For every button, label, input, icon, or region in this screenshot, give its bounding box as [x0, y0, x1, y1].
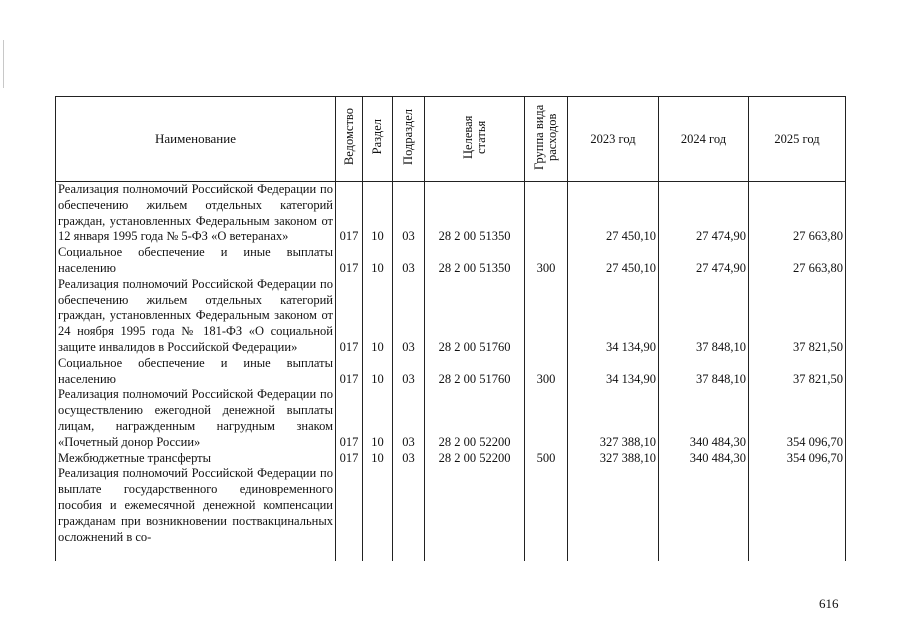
- row-dept: [336, 466, 363, 561]
- row-name: Реализация полномочий Российской Федерации по осуществлению ежегодной денежной выплаты лицам, награжденным нагрудным знаком «Почетный донор России»: [56, 387, 336, 450]
- row-value-2025: 27 663,80: [749, 245, 846, 277]
- row-group: [525, 466, 568, 561]
- header-dept: [336, 97, 363, 182]
- row-section: 10: [363, 387, 393, 450]
- row-value-2024: 37 848,10: [659, 277, 749, 356]
- header-subsection-label: Подраздел: [401, 109, 415, 165]
- row-section: 10: [363, 451, 393, 467]
- header-name: Наименование: [56, 97, 336, 182]
- row-group: [525, 182, 568, 246]
- row-value-2025: 354 096,70: [749, 387, 846, 450]
- row-group: 500: [525, 451, 568, 467]
- row-subsection: 03: [393, 245, 425, 277]
- row-value-2024: 340 484,30: [659, 451, 749, 467]
- row-value-2023: 34 134,90: [568, 356, 659, 388]
- scan-edge-mark: [3, 40, 4, 88]
- header-2025: 2025 год: [749, 97, 846, 182]
- row-subsection: 03: [393, 182, 425, 246]
- table-row: [56, 277, 846, 356]
- row-section: 10: [363, 277, 393, 356]
- row-group: [525, 277, 568, 356]
- row-name: Реализация полномочий Российской Федерации по обеспечению жильем отдельных категорий граждан, установленных Федеральным законом от 24 ноября 1995 года № 181-ФЗ «О социальной защите инвалидов в Российской Федерации»: [56, 277, 336, 356]
- table-row: [56, 182, 846, 246]
- row-value-2023: 27 450,10: [568, 182, 659, 246]
- table-row: [56, 451, 846, 467]
- header-2024: 2024 год: [659, 97, 749, 182]
- row-target: 28 2 00 51760: [425, 277, 525, 356]
- row-target: 28 2 00 52200: [425, 387, 525, 450]
- table-body: [56, 182, 846, 562]
- row-target: 28 2 00 52200: [425, 451, 525, 467]
- header-row: [56, 97, 846, 182]
- row-value-2023: 327 388,10: [568, 387, 659, 450]
- header-target: [425, 97, 525, 182]
- table-row: [56, 466, 846, 561]
- row-group: 300: [525, 356, 568, 388]
- header-expense-group: [525, 97, 568, 182]
- row-value-2024: 27 474,90: [659, 245, 749, 277]
- page-number: 616: [819, 596, 839, 611]
- row-value-2024: 340 484,30: [659, 387, 749, 450]
- row-target: 28 2 00 51760: [425, 356, 525, 388]
- table-row: [56, 387, 846, 450]
- row-dept: 017: [336, 356, 363, 388]
- row-subsection: 03: [393, 356, 425, 388]
- row-section: [363, 466, 393, 561]
- row-value-2025: [749, 466, 846, 561]
- row-group: 300: [525, 245, 568, 277]
- header-subsection: [393, 97, 425, 182]
- row-section: 10: [363, 245, 393, 277]
- row-name: Социальное обеспечение и иные выплаты населению: [56, 356, 336, 388]
- table-row: [56, 356, 846, 388]
- row-value-2023: 27 450,10: [568, 245, 659, 277]
- row-value-2025: 27 663,80: [749, 182, 846, 246]
- row-section: 10: [363, 182, 393, 246]
- row-target: [425, 466, 525, 561]
- row-value-2024: 27 474,90: [659, 182, 749, 246]
- row-value-2023: [568, 466, 659, 561]
- row-subsection: 03: [393, 451, 425, 467]
- row-value-2023: 34 134,90: [568, 277, 659, 356]
- row-dept: 017: [336, 277, 363, 356]
- budget-table: [55, 96, 846, 561]
- header-dept-label: Ведомство: [341, 108, 356, 166]
- row-name: Реализация полномочий Российской Федерации по выплате государственного единовременного пособия и ежемесячной денежной компенсации гражданам при возникновении поствакцинальных осложнений в со-: [56, 466, 336, 561]
- row-value-2024: 37 848,10: [659, 356, 749, 388]
- row-value-2024: [659, 466, 749, 561]
- row-value-2025: 37 821,50: [749, 277, 846, 356]
- row-dept: 017: [336, 451, 363, 467]
- row-subsection: 03: [393, 387, 425, 450]
- row-name: Социальное обеспечение и иные выплаты населению: [56, 245, 336, 277]
- row-name: Межбюджетные трансферты: [56, 451, 336, 467]
- row-group: [525, 387, 568, 450]
- row-value-2025: 37 821,50: [749, 356, 846, 388]
- row-dept: 017: [336, 182, 363, 246]
- row-value-2025: 354 096,70: [749, 451, 846, 467]
- header-2023: 2023 год: [568, 97, 659, 182]
- row-target: 28 2 00 51350: [425, 245, 525, 277]
- row-subsection: [393, 466, 425, 561]
- row-dept: 017: [336, 387, 363, 450]
- header-expense-group-label: Группа вида расходов: [532, 104, 559, 170]
- row-section: 10: [363, 356, 393, 388]
- table-row: [56, 245, 846, 277]
- row-value-2023: 327 388,10: [568, 451, 659, 467]
- header-section: [363, 97, 393, 182]
- header-target-label: Целевая статья: [460, 115, 488, 159]
- row-name: Реализация полномочий Российской Федерации по обеспечению жильем отдельных категорий граждан, установленных Федеральным законом от 12 января 1995 года № 5-ФЗ «О ветеранах»: [56, 182, 336, 246]
- header-section-label: Раздел: [370, 119, 384, 155]
- row-dept: 017: [336, 245, 363, 277]
- row-subsection: 03: [393, 277, 425, 356]
- row-target: 28 2 00 51350: [425, 182, 525, 246]
